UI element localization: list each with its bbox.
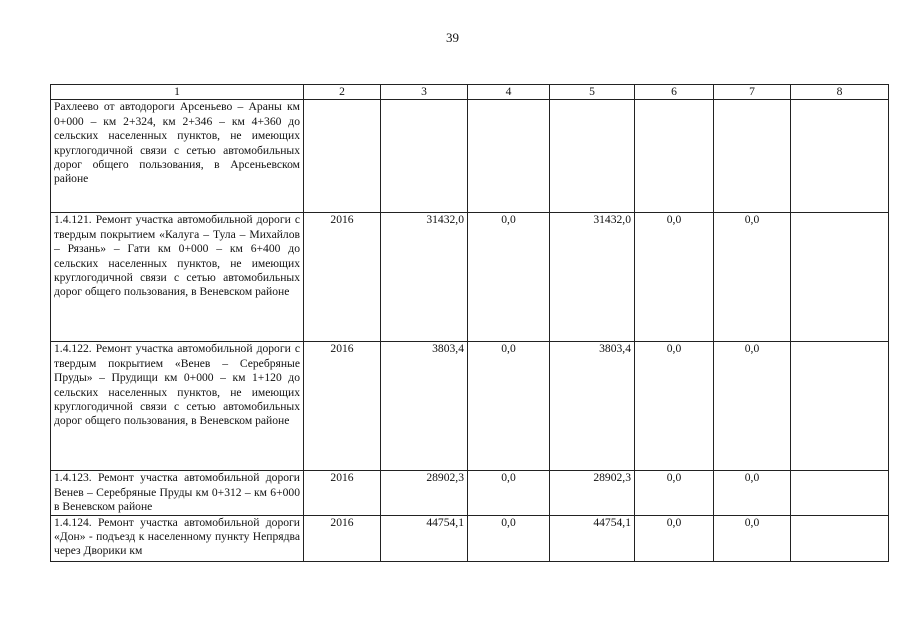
table-row (51, 471, 889, 515)
value-cell-col5: 31432,0 (550, 213, 635, 342)
value-cell-col6: 0,0 (635, 471, 714, 515)
row-description: 1.4.122. Ремонт участка автомобильной дороги с твердым покрытием «Венев – Серебряные Пруды» – Прудищи км 0+000 – км 1+120 до сельских населенных пунктов, не имеющих круглогодичной связи с сетью автомобильных дорог общего пользования, в Веневском районе (51, 342, 304, 471)
value-cell-col4 (468, 100, 550, 213)
table-row (51, 515, 889, 561)
column-header: 7 (714, 85, 791, 100)
value-cell-col8 (791, 213, 889, 342)
value-cell-col3: 3803,4 (381, 342, 468, 471)
value-cell-col5 (550, 100, 635, 213)
row-description: 1.4.123. Ремонт участка автомобильной дороги Венев – Серебряные Пруды км 0+312 – км 6+000 в Веневском районе (51, 471, 304, 515)
value-cell-col7: 0,0 (714, 471, 791, 515)
value-cell-col8 (791, 100, 889, 213)
value-cell-col8 (791, 471, 889, 515)
page-number: 39 (446, 30, 459, 45)
value-cell-col6: 0,0 (635, 342, 714, 471)
row-description: 1.4.124. Ремонт участка автомобильной дороги «Дон» - подъезд к населенному пункту Непрядва через Дворики км (51, 515, 304, 561)
value-cell-col7: 0,0 (714, 515, 791, 561)
value-cell-col4: 0,0 (468, 515, 550, 561)
column-header: 2 (304, 85, 381, 100)
column-header: 5 (550, 85, 635, 100)
column-header: 6 (635, 85, 714, 100)
value-cell-col5: 3803,4 (550, 342, 635, 471)
value-cell-col3 (381, 100, 468, 213)
column-header: 1 (51, 85, 304, 100)
data-table (50, 84, 889, 562)
table-row (51, 100, 889, 213)
year-cell (304, 100, 381, 213)
value-cell-col4: 0,0 (468, 213, 550, 342)
value-cell-col3: 31432,0 (381, 213, 468, 342)
value-cell-col7 (714, 100, 791, 213)
value-cell-col5: 28902,3 (550, 471, 635, 515)
value-cell-col5: 44754,1 (550, 515, 635, 561)
value-cell-col8 (791, 342, 889, 471)
column-header: 8 (791, 85, 889, 100)
value-cell-col7: 0,0 (714, 342, 791, 471)
value-cell-col7: 0,0 (714, 213, 791, 342)
value-cell-col6: 0,0 (635, 515, 714, 561)
value-cell-col3: 28902,3 (381, 471, 468, 515)
value-cell-col6: 0,0 (635, 213, 714, 342)
value-cell-col3: 44754,1 (381, 515, 468, 561)
year-cell: 2016 (304, 342, 381, 471)
year-cell: 2016 (304, 213, 381, 342)
row-description: Рахлеево от автодороги Арсеньево – Араны км 0+000 – км 2+324, км 2+346 – км 4+360 до сельских населенных пунктов, не имеющих круглогодичной связи с сетью автомобильных дорог общего пользования, в Арсеньевском районе (51, 100, 304, 213)
value-cell-col8 (791, 515, 889, 561)
year-cell: 2016 (304, 515, 381, 561)
value-cell-col6 (635, 100, 714, 213)
column-header: 3 (381, 85, 468, 100)
table-row (51, 213, 889, 342)
row-description: 1.4.121. Ремонт участка автомобильной дороги с твердым покрытием «Калуга – Тула – Михайлов – Рязань» – Гати км 0+000 – км 6+400 до сельских населенных пунктов, не имеющих круглогодичной связи с сетью автомобильных дорог общего пользования, в Веневском районе (51, 213, 304, 342)
year-cell: 2016 (304, 471, 381, 515)
value-cell-col4: 0,0 (468, 471, 550, 515)
column-header: 4 (468, 85, 550, 100)
table-row (51, 342, 889, 471)
table-header-row (51, 85, 889, 100)
value-cell-col4: 0,0 (468, 342, 550, 471)
